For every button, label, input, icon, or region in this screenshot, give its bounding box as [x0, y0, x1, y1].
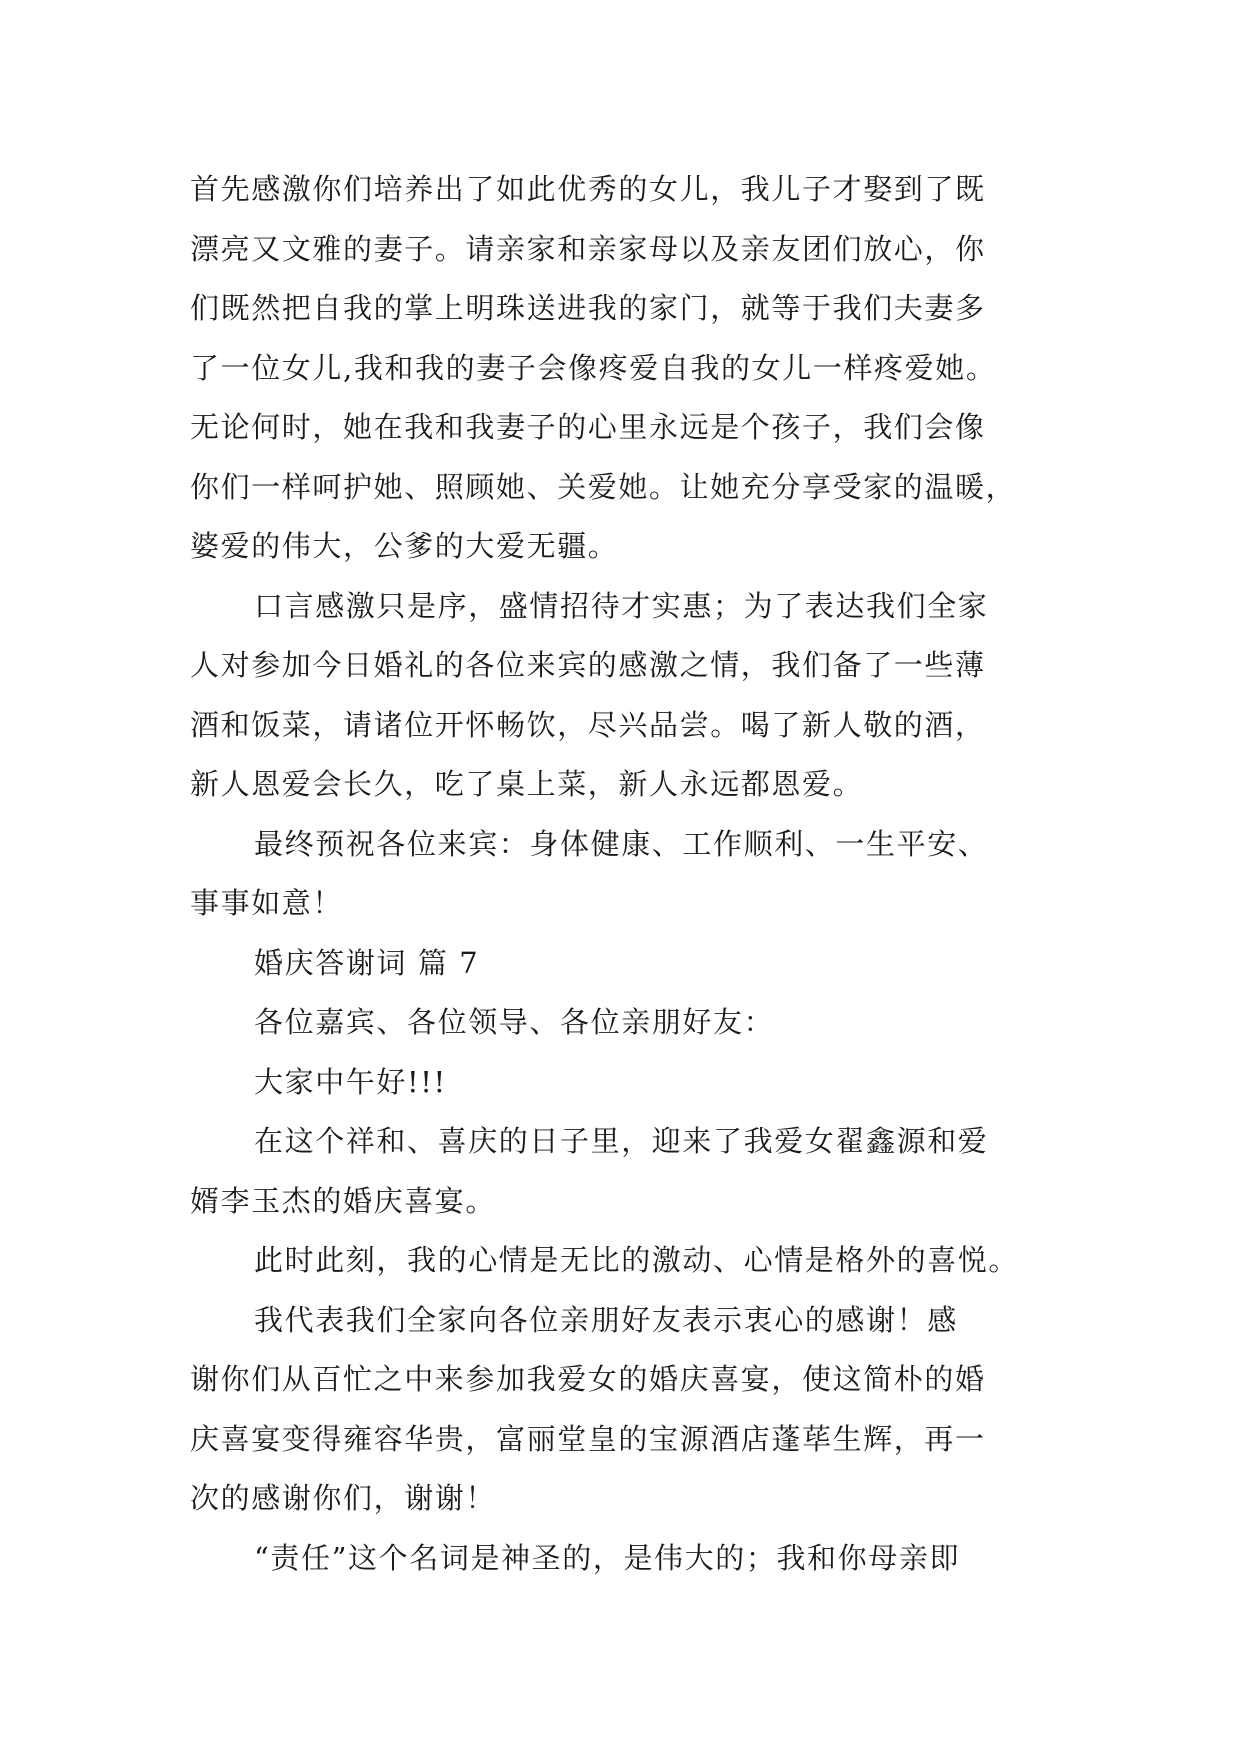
body-text — [190, 160, 1070, 1588]
text-line: 婆爱的伟大，公爹的大爱无疆。 — [190, 529, 619, 563]
text-line: 各位嘉宾、各位领导、各位亲朋好友： — [254, 1005, 775, 1039]
text-line: 此时此刻，我的心情是无比的激动、心情是格外的喜悦。 — [254, 1243, 1020, 1277]
text-line: 事事如意！ — [190, 886, 344, 920]
text-line: 婚庆答谢词 篇 7 — [254, 945, 480, 980]
text-line: 了一位女儿,我和我的妻子会像疼爱自我的女儿一样疼爱她。 — [190, 350, 997, 385]
text-line: 你们一样呵护她、照顾她、关爱她。让她充分享受家的温暖， — [190, 469, 1017, 504]
text-line: 最终预祝各位来宾：身体健康、工作顺利、一生平安、 — [254, 826, 989, 861]
text-line: 婿李玉杰的婚庆喜宴。 — [190, 1183, 497, 1218]
text-line: 在这个祥和、喜庆的日子里，迎来了我爱女翟鑫源和爱 — [254, 1124, 989, 1158]
text-line: 首先感激你们培养出了如此优秀的女儿，我儿子才娶到了既 — [190, 172, 986, 206]
text-line: 谢你们从百忙之中来参加我爱女的婚庆喜宴，使这简朴的婚 — [190, 1362, 986, 1396]
text-line: 次的感谢你们，谢谢！ — [190, 1481, 497, 1515]
text-line: 酒和饭菜，请诸位开怀畅饮，尽兴品尝。喝了新人敬的酒， — [190, 707, 986, 742]
text-line: 庆喜宴变得雍容华贵，富丽堂皇的宝源酒店蓬荜生辉，再一 — [190, 1421, 986, 1456]
text-line: 们既然把自我的掌上明珠送进我的家门，就等于我们夫妻多 — [190, 291, 986, 325]
text-line: 口言感激只是序，盛情招待才实惠；为了表达我们全家 — [254, 588, 989, 623]
text-line: 我代表我们全家向各位亲朋好友表示衷心的感谢！感 — [254, 1302, 958, 1337]
text-line: “责任”这个名词是神圣的，是伟大的；我和你母亲即 — [254, 1540, 961, 1575]
text-line: 漂亮又文雅的妻子。请亲家和亲家母以及亲友团们放心，你 — [190, 231, 986, 266]
text-line: 大家中午好!!! — [254, 1064, 447, 1099]
text-line: 人对参加今日婚礼的各位来宾的感激之情，我们备了一些薄 — [190, 648, 986, 682]
text-line: 新人恩爱会长久，吃了桌上菜，新人永远都恩爱。 — [190, 767, 864, 801]
text-line: 无论何时，她在我和我妻子的心里永远是个孩子，我们会像 — [190, 410, 986, 444]
